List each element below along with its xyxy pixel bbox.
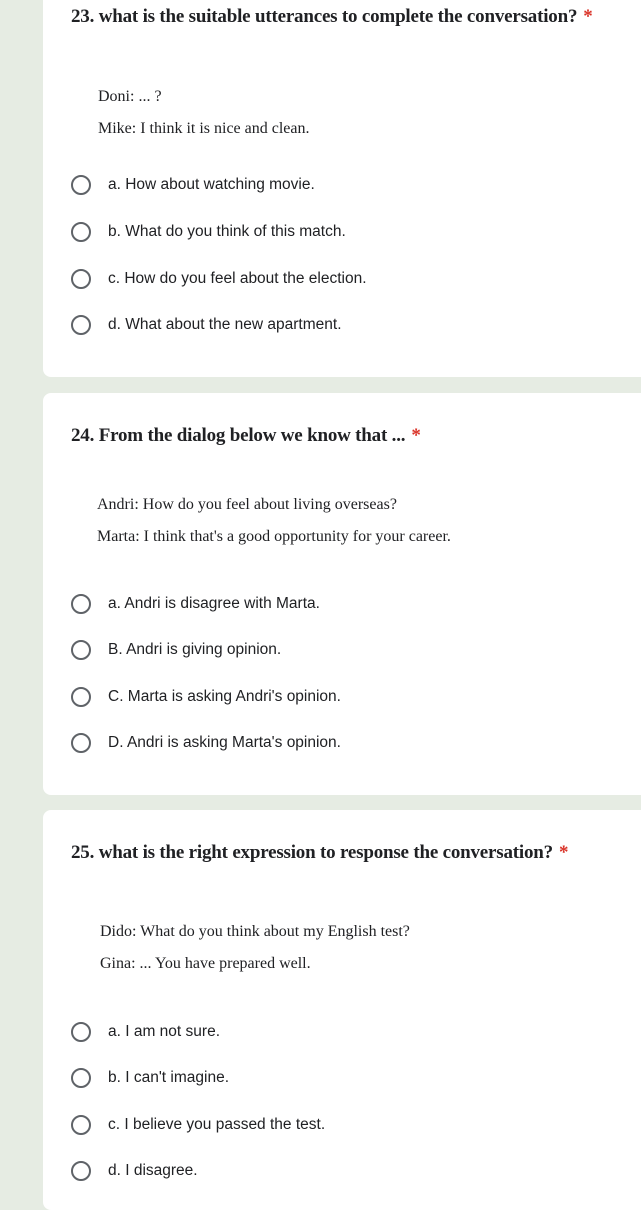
radio-option-a[interactable] — [71, 1018, 220, 1046]
question-card-25 — [43, 810, 641, 1210]
radio-option-a[interactable] — [71, 171, 315, 199]
radio-button[interactable] — [71, 1161, 91, 1181]
radio-option-c[interactable] — [71, 683, 341, 711]
option-label: C. Marta is asking Andri's opinion. — [108, 688, 341, 705]
radio-button[interactable] — [71, 315, 91, 335]
option-label: b. I can't imagine. — [108, 1069, 229, 1086]
question-text: 25. what is the right expression to response the conversation? — [71, 842, 553, 863]
radio-option-d[interactable] — [71, 1157, 198, 1185]
question-title — [71, 842, 568, 864]
dialog-line: Andri: How do you feel about living overseas? — [97, 496, 397, 513]
radio-option-c[interactable] — [71, 1111, 325, 1139]
option-label: a. How about watching movie. — [108, 176, 315, 193]
required-asterisk: * — [583, 6, 593, 27]
question-card-23 — [43, 0, 641, 377]
option-label: a. Andri is disagree with Marta. — [108, 595, 320, 612]
option-label: d. I disagree. — [108, 1162, 198, 1179]
required-asterisk: * — [411, 425, 421, 446]
radio-button[interactable] — [71, 175, 91, 195]
radio-button[interactable] — [71, 594, 91, 614]
radio-button[interactable] — [71, 640, 91, 660]
radio-option-b[interactable] — [71, 218, 346, 246]
option-label: a. I am not sure. — [108, 1023, 220, 1040]
radio-option-a[interactable] — [71, 590, 320, 618]
option-label: c. I believe you passed the test. — [108, 1116, 326, 1133]
radio-button[interactable] — [71, 1115, 91, 1135]
radio-button[interactable] — [71, 733, 91, 753]
radio-button[interactable] — [71, 687, 91, 707]
option-label: D. Andri is asking Marta's opinion. — [108, 734, 341, 751]
question-text: 24. From the dialog below we know that ... — [71, 425, 406, 446]
radio-option-c[interactable] — [71, 265, 367, 293]
option-label: c. How do you feel about the election. — [108, 270, 367, 287]
radio-button[interactable] — [71, 222, 91, 242]
option-label: b. What do you think of this match. — [108, 223, 346, 240]
dialog-line: Gina: ... You have prepared well. — [100, 955, 311, 972]
question-title — [71, 425, 421, 447]
dialog-line: Doni: ... ? — [98, 88, 162, 105]
question-text: 23. what is the suitable utterances to complete the conversation? — [71, 6, 578, 27]
radio-button[interactable] — [71, 1022, 91, 1042]
question-title — [71, 6, 593, 28]
option-label: d. What about the new apartment. — [108, 316, 342, 333]
dialog-line: Mike: I think it is nice and clean. — [98, 120, 310, 137]
required-asterisk: * — [558, 842, 569, 863]
question-card-24 — [43, 393, 641, 795]
radio-option-b[interactable] — [71, 636, 281, 664]
radio-option-d[interactable] — [71, 311, 342, 339]
dialog-line: Dido: What do you think about my English test? — [100, 923, 410, 940]
radio-button[interactable] — [71, 1068, 91, 1088]
option-label: B. Andri is giving opinion. — [108, 641, 282, 658]
radio-option-b[interactable] — [71, 1064, 229, 1092]
radio-button[interactable] — [71, 269, 91, 289]
dialog-line: Marta: I think that's a good opportunity for your career. — [97, 528, 451, 545]
radio-option-d[interactable] — [71, 729, 341, 757]
